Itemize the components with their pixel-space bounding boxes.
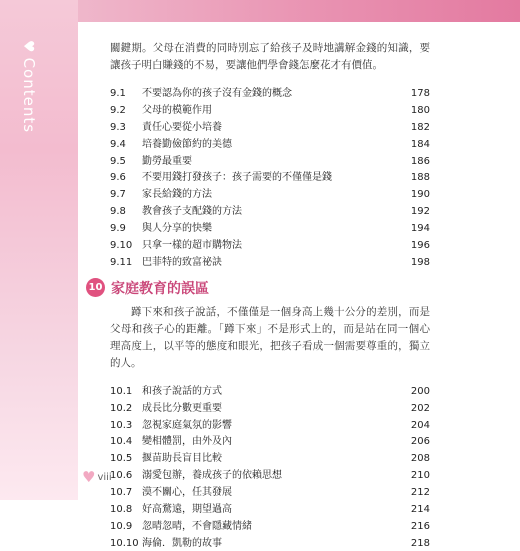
toc-entry-number: 10.6: [110, 470, 133, 482]
toc-entry[interactable]: [110, 534, 430, 551]
toc-entry-page: 184: [410, 138, 430, 150]
page-footer: [82, 468, 112, 486]
toc-entry-page: 210: [410, 470, 430, 482]
toc-entry-number: 10.5: [110, 453, 133, 465]
toc-entry-page: 188: [410, 172, 430, 184]
toc-entry-title: 忽晴忽晴，不會隱藏情緒: [142, 520, 252, 532]
toc-entry-number: 10.2: [110, 402, 133, 414]
toc-entry-title: 變相體罰，由外及內: [142, 436, 232, 448]
toc-entry-title: 和孩子說話的方式: [142, 385, 222, 397]
toc-entry-title: 巴菲特的致富祕訣: [142, 256, 222, 268]
sidebar-label-text: Contents: [20, 57, 38, 134]
toc-entry-title: 不要認為你的孩子沒有金錢的概念: [142, 88, 292, 99]
toc-entry[interactable]: [110, 432, 430, 449]
toc-entry-number: 9.6: [110, 172, 126, 184]
toc-entry-number: 9.9: [110, 223, 126, 235]
toc-entry[interactable]: [110, 466, 430, 483]
toc-entry-title: 揠苗助長盲目比較: [142, 453, 222, 465]
toc-entry[interactable]: [110, 382, 430, 399]
sidebar: [0, 0, 78, 500]
toc-entry-page: 196: [410, 240, 430, 252]
toc-entry-page: 192: [410, 206, 430, 218]
toc-entry-title: 成長比分數更重要: [142, 402, 222, 414]
toc-entry-title: 教會孩子支配錢的方法: [142, 206, 242, 218]
sidebar-contents-label: [20, 40, 38, 133]
toc-entry-number: 10.8: [110, 504, 133, 516]
toc-entry[interactable]: [110, 517, 430, 534]
chapter-10-heading[interactable]: [86, 278, 430, 298]
toc-entry-number: 9.3: [110, 121, 126, 133]
toc-entry-title: 好高騖遠，期望過高: [142, 504, 232, 516]
toc-entry[interactable]: [110, 84, 430, 101]
toc-entry-title: 培養勤儉節約的美德: [142, 138, 232, 150]
toc-entry[interactable]: [110, 101, 430, 118]
toc-entry-page: 178: [410, 88, 430, 99]
toc-entry-page: 200: [410, 385, 430, 397]
toc-entry[interactable]: [110, 449, 430, 466]
toc-entry[interactable]: [110, 236, 430, 253]
toc-entry[interactable]: [110, 168, 430, 185]
toc-entry-number: 10.7: [110, 487, 133, 499]
toc-entry-number: 9.2: [110, 104, 126, 116]
toc-entry-page: 182: [410, 121, 430, 133]
chapter10-list: [110, 382, 430, 551]
toc-entry-number: 9.8: [110, 206, 126, 218]
toc-entry-number: 9.11: [110, 256, 133, 268]
toc-entry-title: 父母的模範作用: [142, 104, 212, 116]
toc-entry-page: 198: [410, 256, 430, 268]
toc-entry-title: 溺愛包辦，養成孩子的依賴思想: [142, 470, 282, 482]
toc-entry-number: 10.9: [110, 520, 133, 532]
toc-entry-number: 9.1: [110, 88, 126, 99]
toc-entry-title: 漠不關心，任其發展: [142, 487, 232, 499]
toc-entry-page: 218: [410, 537, 430, 549]
toc-entry[interactable]: [110, 202, 430, 219]
toc-entry-title: 海倫．凱勒的故事: [142, 537, 222, 549]
toc-entry-title: 責任心要從小培養: [142, 121, 222, 133]
toc-entry-page: 216: [410, 520, 430, 532]
toc-entry-number: 9.4: [110, 138, 126, 150]
toc-entry[interactable]: [110, 416, 430, 433]
page-number: viii: [97, 471, 112, 483]
toc-entry[interactable]: [110, 118, 430, 135]
top-decorative-band: [0, 0, 520, 22]
heart-icon: ♥: [82, 468, 96, 486]
chapter-intro-text: 蹲下來和孩子說話，不僅僅是一個身高上幾十公分的差別，而是父母和孩子心的距離。「蹲下來」不是形式上的，而是站在同一個心理高度上，以平等的態度和眼光，把孩子看成一個需要尊重的，獨立的人。: [110, 305, 430, 369]
toc-entry[interactable]: [110, 185, 430, 202]
toc-entry-page: 212: [410, 487, 430, 499]
toc-entry[interactable]: [110, 219, 430, 236]
toc-entry-page: 180: [410, 104, 430, 116]
toc-entry[interactable]: [110, 152, 430, 169]
toc-entry-title: 勤勞最重要: [142, 155, 192, 167]
toc-entry[interactable]: [110, 135, 430, 152]
toc-entry-number: 10.4: [110, 436, 133, 448]
toc-entry[interactable]: [110, 500, 430, 517]
toc-entry-page: 208: [410, 453, 430, 465]
section-intro-text: 關鍵期。父母在消費的同時別忘了給孩子及時地講解金錢的知識，要讓孩子明白賺錢的不易，要讓他們學會錢怎麼花才有價值。: [110, 42, 430, 71]
toc-entry-page: 202: [410, 402, 430, 414]
toc-entry-page: 186: [410, 155, 430, 167]
chapter-number-badge: 10: [86, 278, 105, 297]
toc-entry-page: 214: [410, 504, 430, 516]
toc-entry[interactable]: [110, 399, 430, 416]
toc-entry-number: 9.5: [110, 155, 126, 167]
toc-entry-page: 206: [410, 436, 430, 448]
toc-entry-number: 10.1: [110, 385, 133, 397]
toc-entry-number: 9.10: [110, 240, 133, 252]
toc-entry-title: 家長給錢的方法: [142, 189, 212, 201]
toc-entry[interactable]: [110, 253, 430, 270]
heart-icon: ♥: [20, 40, 36, 54]
toc-entry-page: 194: [410, 223, 430, 235]
toc-entry-title: 忽視家庭氣氛的影響: [142, 419, 232, 431]
chapter-title: 家庭教育的誤區: [111, 280, 209, 297]
section9-list: [110, 84, 430, 270]
toc-entry[interactable]: [110, 483, 430, 500]
toc-entry-title: 只拿一樣的超市購物法: [142, 240, 242, 252]
toc-entry-number: 10.10: [110, 537, 139, 549]
toc-entry-number: 9.7: [110, 189, 126, 201]
toc-entry-number: 10.3: [110, 419, 133, 431]
toc-entry-title: 與人分享的快樂: [142, 223, 212, 235]
toc-entry-page: 204: [410, 419, 430, 431]
toc-entry-page: 190: [410, 189, 430, 201]
toc-entry-title: 不要用錢打發孩子：孩子需要的不僅僅是錢: [142, 172, 332, 184]
